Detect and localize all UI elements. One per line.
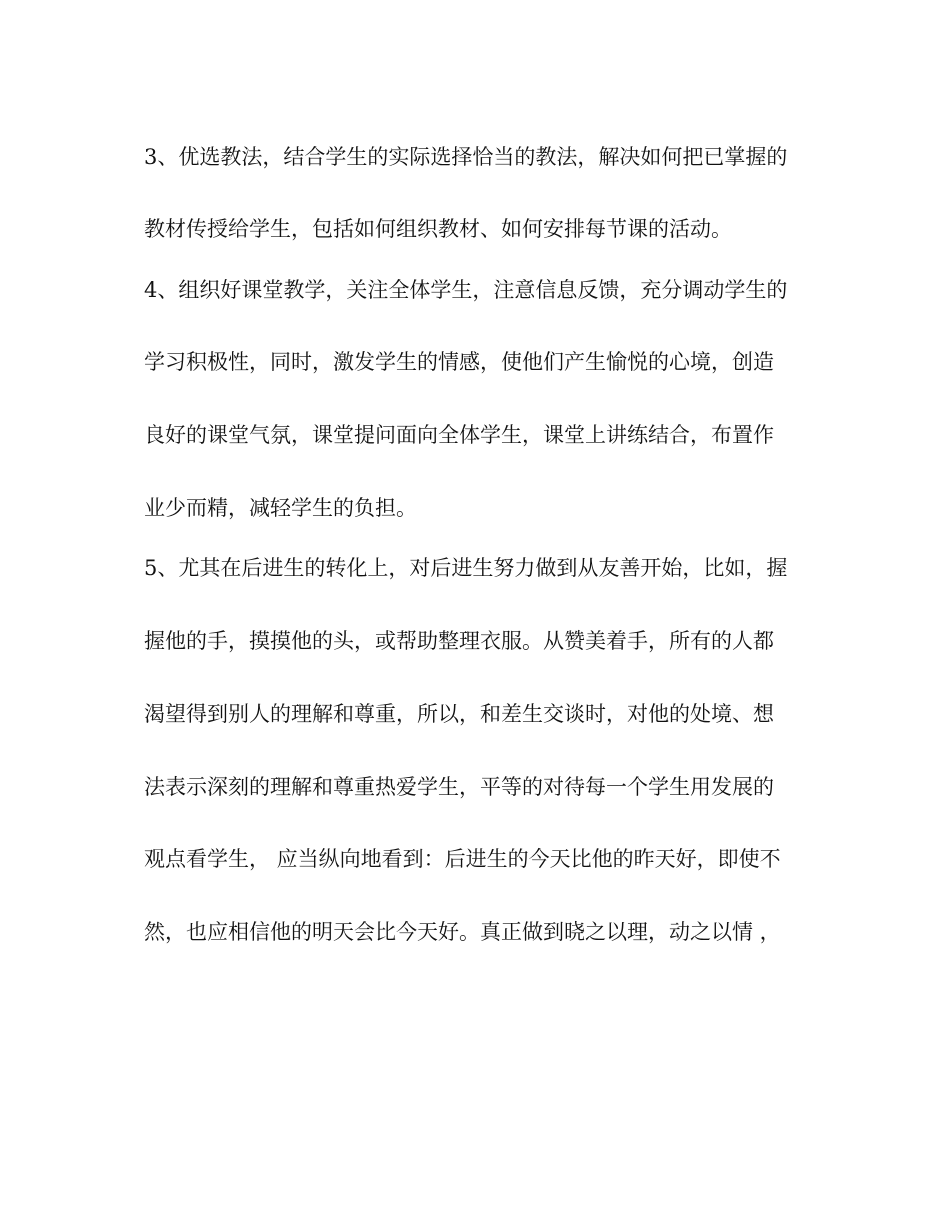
text-line: 业少而精，减轻学生的负担。 — [144, 496, 417, 520]
text-line: 然，也应相信他的明天会比今天好。真正做到晓之以理，动之以情 ， — [144, 920, 781, 944]
text-line: 观点看学生， 应当纵向地看到：后进生的今天比他的昨天好，即使不 — [144, 847, 781, 871]
text-line: 3、优选教法，结合学生的实际选择恰当的教法，解决如何把已掌握的 — [144, 145, 788, 169]
text-line: 良好的课堂气氛，课堂提问面向全体学生，课堂上讲练结合，布置作 — [144, 423, 774, 447]
text-line: 法表示深刻的理解和尊重热爱学生，平等的对待每一个学生用发展的 — [144, 775, 774, 799]
text-line: 4、组织好课堂教学，关注全体学生，注意信息反馈，充分调动学生的 — [144, 278, 788, 302]
text-line: 教材传授给学生，包括如何组织教材、如何安排每节课的活动。 — [144, 217, 732, 241]
text-line: 握他的手，摸摸他的头，或帮助整理衣服。从赞美着手，所有的人都 — [144, 629, 774, 653]
text-line: 渴望得到别人的理解和尊重，所以，和差生交谈时，对他的处境、想 — [144, 702, 774, 726]
text-line: 学习积极性，同时，激发学生的情感，使他们产生愉悦的心境，创造 — [144, 350, 774, 374]
text-line: 5、尤其在后进生的转化上，对后进生努力做到从友善开始，比如，握 — [144, 556, 788, 580]
